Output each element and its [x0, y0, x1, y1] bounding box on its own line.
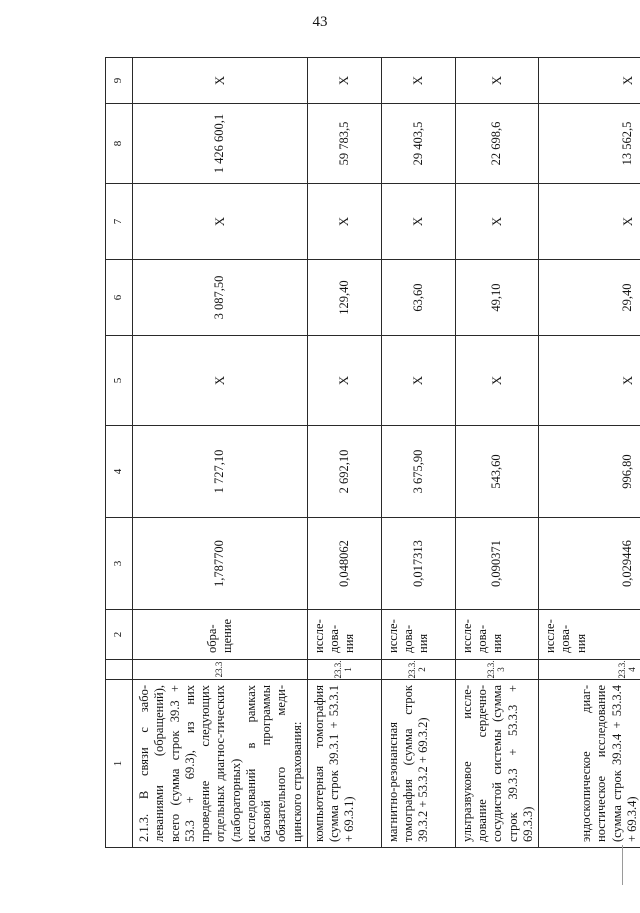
- header-col-5: 5: [106, 336, 133, 426]
- row-description: компьютерная томография (сумма строк 39.3.1 + 53.3.1 + 69.3.1): [307, 680, 381, 848]
- row-description: магнитно-резонансная томография (сумма строк 39.3.2 + 53.3.2 + 69.3.2): [381, 680, 455, 848]
- header-col-9: 9: [106, 58, 133, 104]
- table-row: [133, 58, 308, 848]
- row-col-9: X: [133, 58, 308, 104]
- row-col-5: X: [133, 336, 308, 426]
- row-col-9: X: [381, 58, 455, 104]
- row-col-5: X: [455, 336, 538, 426]
- header-col-6: 6: [106, 260, 133, 336]
- row-col-3: 0,048062: [307, 518, 381, 610]
- row-col-6: 29,40: [539, 260, 640, 336]
- row-col-9: X: [539, 58, 640, 104]
- row-col-5: X: [307, 336, 381, 426]
- row-col-8: 29 403,5: [381, 104, 455, 184]
- row-unit: иссле-дова-ния: [455, 610, 538, 660]
- row-col-4: 2 692,10: [307, 426, 381, 518]
- row-col-4: 1 727,10: [133, 426, 308, 518]
- row-col-3: 0,090371: [455, 518, 538, 610]
- row-col-7: X: [133, 184, 308, 260]
- row-code: 23.3. 4: [539, 660, 640, 680]
- row-col-7: X: [381, 184, 455, 260]
- row-col-9: X: [307, 58, 381, 104]
- table-row: [539, 58, 640, 848]
- row-col-8: 13 562,5: [539, 104, 640, 184]
- row-col-4: 543,60: [455, 426, 538, 518]
- header-col-7: 7: [106, 184, 133, 260]
- table-row: [455, 58, 538, 848]
- header-col-4: 4: [106, 426, 133, 518]
- row-col-3: 0,017313: [381, 518, 455, 610]
- row-col-9: X: [455, 58, 538, 104]
- row-col-6: 3 087,50: [133, 260, 308, 336]
- data-table: [105, 57, 640, 848]
- header-col-code: [106, 660, 133, 680]
- table-row: [307, 58, 381, 848]
- row-unit: иссле-дова-ния: [381, 610, 455, 660]
- row-unit: иссле-дова-ния: [307, 610, 381, 660]
- row-code: 23.3. 2: [381, 660, 455, 680]
- row-col-7: X: [307, 184, 381, 260]
- row-col-3: 0,029446: [539, 518, 640, 610]
- row-col-5: X: [539, 336, 640, 426]
- row-description: 2.1.3. В связи с забо-леваниями (обращений), всего (сумма строк 39.3 + 53.3 + 69.3), из них проведение следующих отдельных диагнос-тических (лабораторных) исследований в рамках базовой программы обязательного меди-цинского страхования:: [133, 680, 308, 848]
- header-col-3: 3: [106, 518, 133, 610]
- table-row: [381, 58, 455, 848]
- row-description: эндоскопическое диаг-ностическое исследование (сумма строк 39.3.4 + 53.3.4 + 69.3.4): [539, 680, 640, 848]
- row-col-3: 1,787700: [133, 518, 308, 610]
- header-col-2: 2: [106, 610, 133, 660]
- row-col-4: 3 675,90: [381, 426, 455, 518]
- row-code: 23.3: [133, 660, 308, 680]
- header-col-1: 1: [106, 680, 133, 848]
- rotated-table-wrapper: [105, 58, 639, 848]
- row-col-6: 49,10: [455, 260, 538, 336]
- row-col-7: X: [539, 184, 640, 260]
- row-description: ультразвуковое иссле-дование сердечно-сосудистой системы (сумма строк 39.3.3 + 53.3.3 + 69.3.3): [455, 680, 538, 848]
- row-code: 23.3. 3: [455, 660, 538, 680]
- row-col-8: 59 783,5: [307, 104, 381, 184]
- row-col-4: 996,80: [539, 426, 640, 518]
- row-col-5: X: [381, 336, 455, 426]
- row-unit: обра-щение: [133, 610, 308, 660]
- header-col-8: 8: [106, 104, 133, 184]
- row-code: 23.3. 1: [307, 660, 381, 680]
- row-col-6: 129,40: [307, 260, 381, 336]
- row-col-8: 22 698,6: [455, 104, 538, 184]
- header-row: [106, 58, 133, 848]
- page-number: 43: [312, 14, 328, 30]
- row-col-8: 1 426 600,1: [133, 104, 308, 184]
- row-unit: иссле-дова-ния: [539, 610, 640, 660]
- row-col-7: X: [455, 184, 538, 260]
- row-col-6: 63,60: [381, 260, 455, 336]
- scan-edge-mark: [622, 845, 623, 885]
